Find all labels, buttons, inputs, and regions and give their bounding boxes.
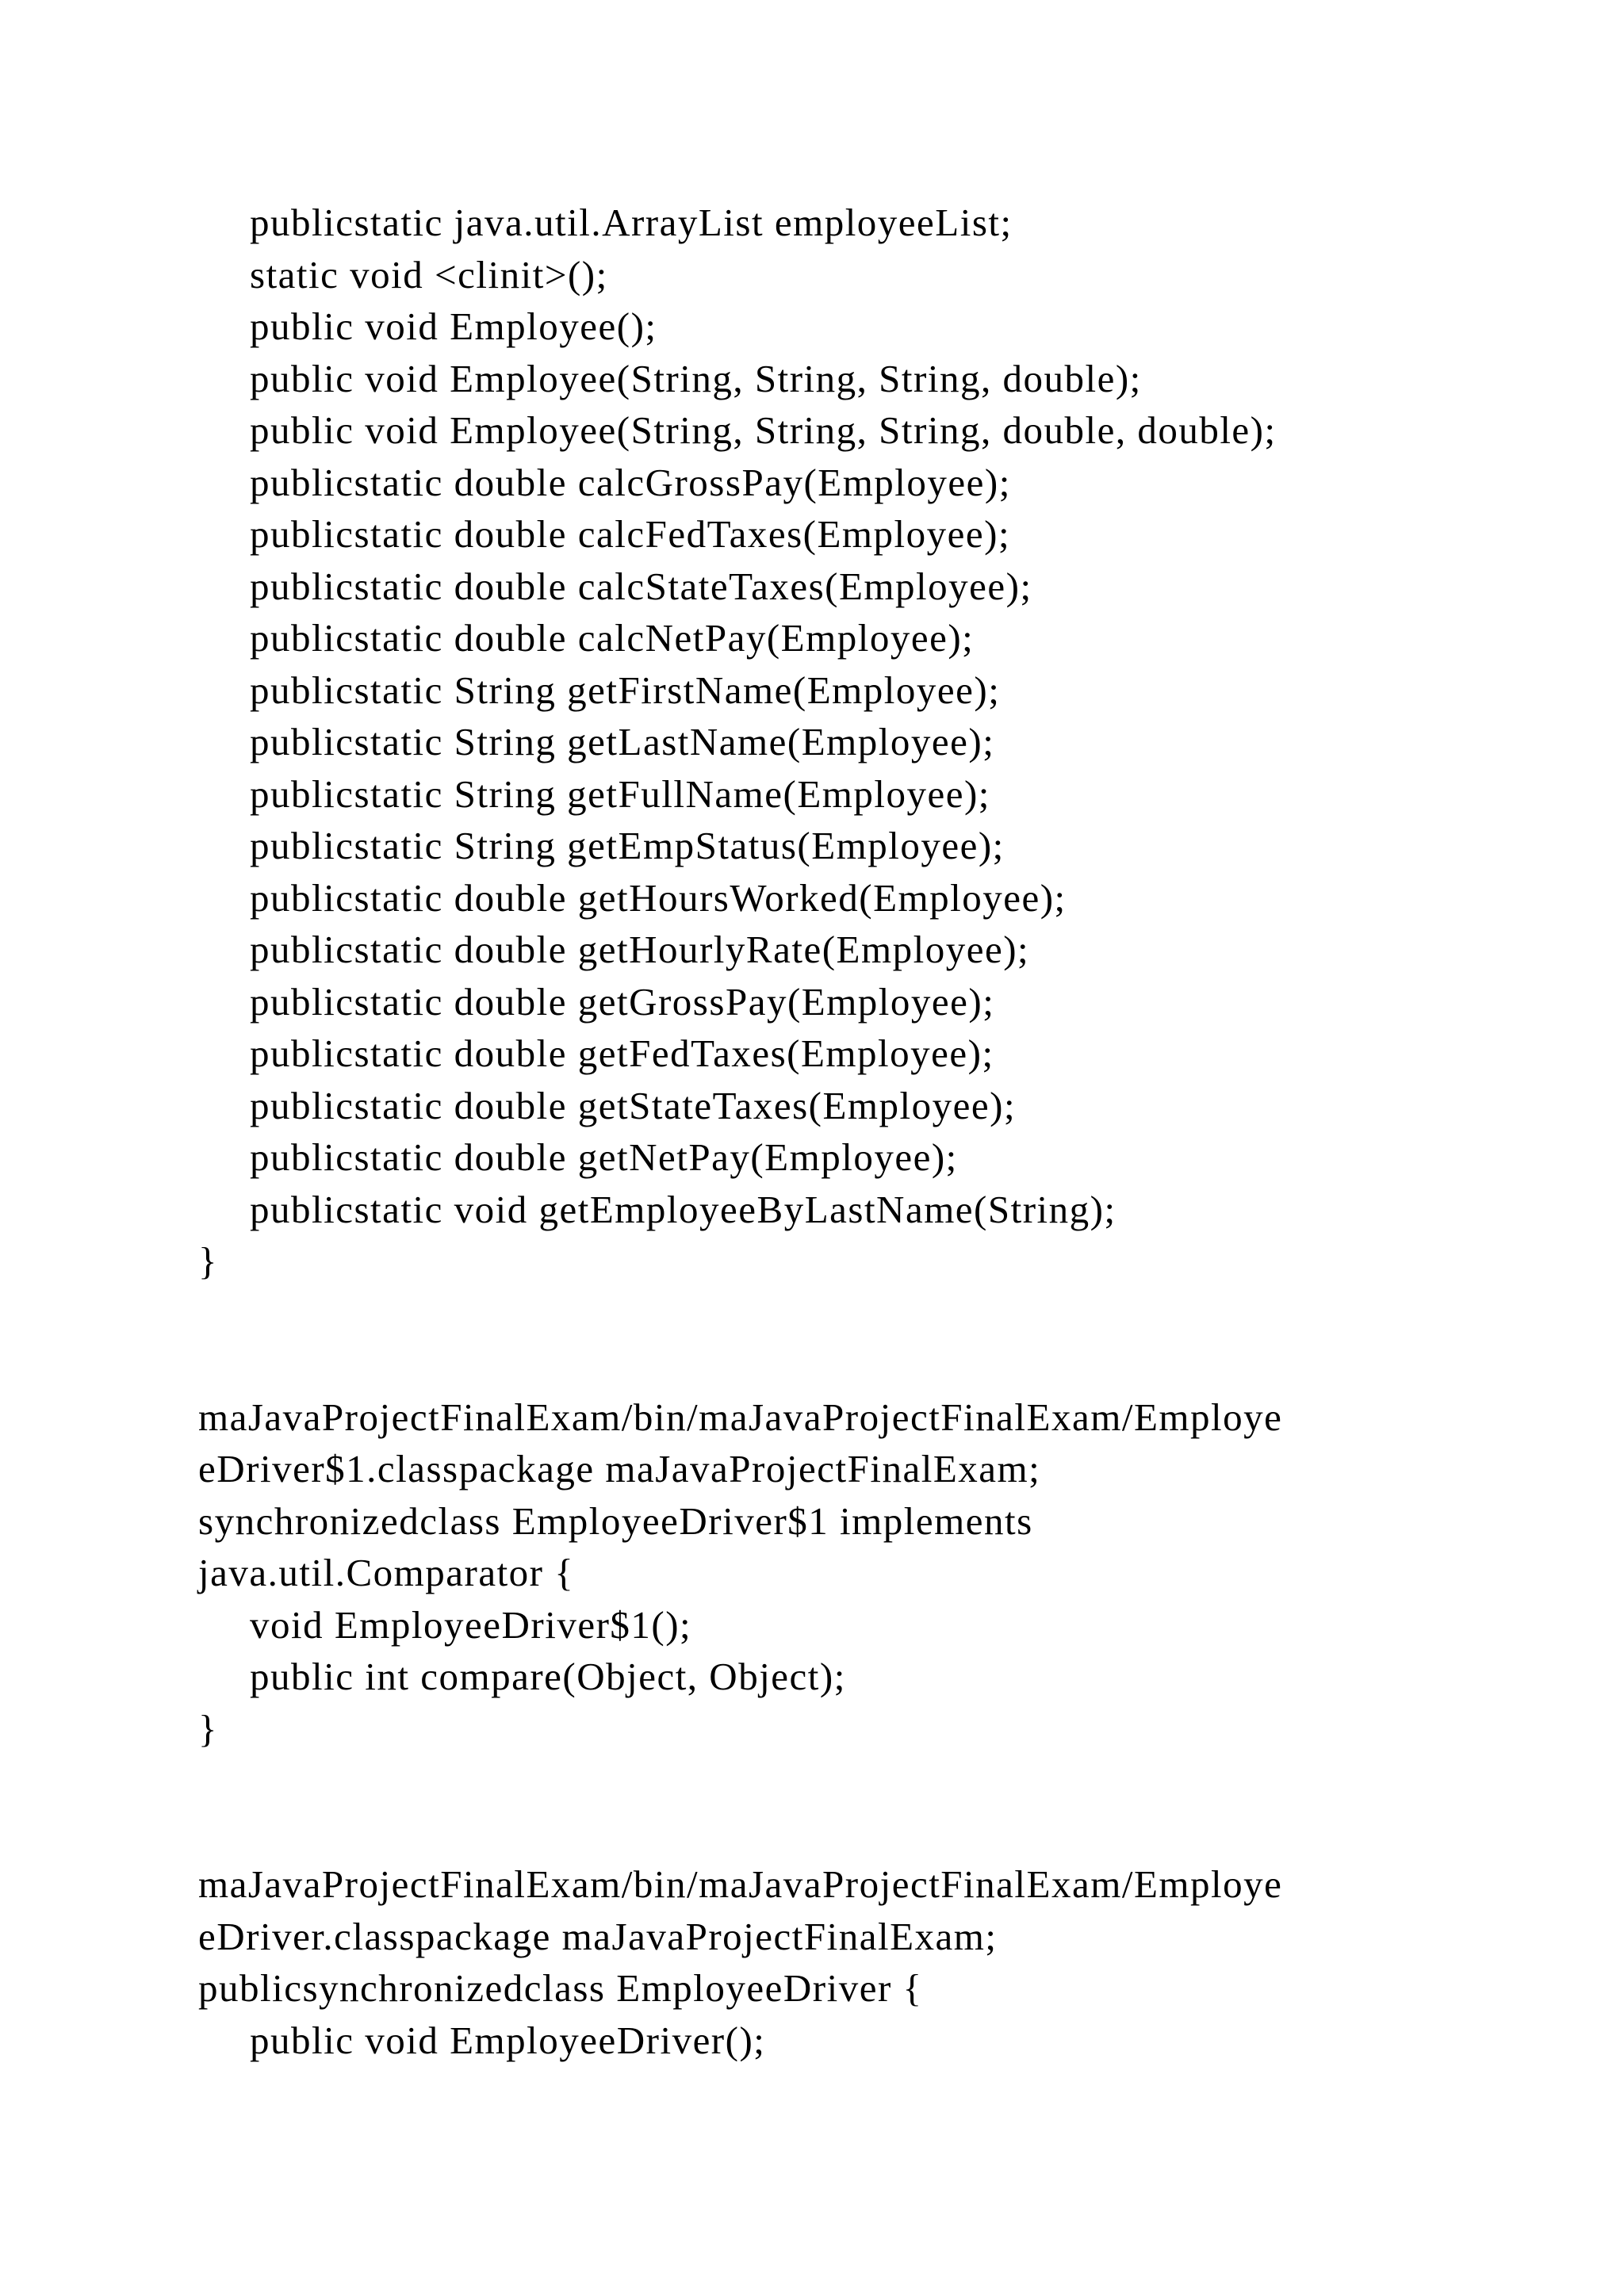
code-line: publicstatic double getNetPay(Employee); [250,1135,958,1179]
code-line: publicstatic String getFullName(Employee); [250,771,990,816]
code-line: public void Employee(); [250,304,657,348]
employee-driver-1-class [198,1391,1507,1755]
closing-brace: } [198,1239,219,1283]
employee-class-members [198,197,1507,1288]
section-spacer [198,1288,1507,1391]
code-line: publicstatic void getEmployeeByLastName(String); [250,1187,1116,1231]
code-line: publicstatic double calcNetPay(Employee); [250,616,975,660]
code-line: publicstatic double getHourlyRate(Employee); [250,928,1030,971]
code-line: publicstatic double calcGrossPay(Employee); [250,460,1011,504]
package-line: eDriver$1.classpackage maJavaProjectFinalExam; [198,1447,1041,1490]
code-line: public void Employee(String, String, String, double, double); [250,408,1277,452]
code-line: publicstatic double calcStateTaxes(Employee); [250,564,1032,608]
code-line: static void <clinit>(); [250,252,608,297]
code-line: publicstatic String getEmpStatus(Employee); [250,824,1005,867]
code-line: publicstatic String getLastName(Employee); [250,720,995,763]
code-line: public void Employee(String, String, String, double); [250,356,1142,400]
code-line: public int compare(Object, Object); [250,1655,846,1698]
code-line: publicstatic double getStateTaxes(Employee); [250,1083,1017,1127]
file-path-line: maJavaProjectFinalExam/bin/maJavaProjectFinalExam/Employe [198,1862,1283,1906]
code-line: publicstatic double getHoursWorked(Employee); [250,875,1067,920]
code-line: publicstatic double getFedTaxes(Employee); [250,1031,994,1075]
class-declaration-line: java.util.Comparator { [198,1551,575,1594]
employee-driver-class [198,1858,1507,2066]
file-path-line: maJavaProjectFinalExam/bin/maJavaProjectFinalExam/Employe [198,1395,1283,1439]
class-declaration-line: synchronizedclass EmployeeDriver$1 implements [198,1498,1033,1543]
closing-brace: } [198,1706,219,1751]
code-line: publicstatic double calcFedTaxes(Employee); [250,512,1011,556]
code-line: publicstatic java.util.ArrayList employeeList; [250,201,1013,244]
code-line: publicstatic double getGrossPay(Employee); [250,979,995,1024]
document-body [198,197,1507,2066]
code-line: void EmployeeDriver$1(); [250,1602,692,1647]
code-line: public void EmployeeDriver(); [250,2018,766,2062]
package-line: eDriver.classpackage maJavaProjectFinalExam; [198,1914,998,1958]
code-line: publicstatic String getFirstName(Employee); [250,668,1001,712]
class-declaration-line: publicsynchronizedclass EmployeeDriver { [198,1966,923,2010]
section-spacer [198,1755,1507,1858]
